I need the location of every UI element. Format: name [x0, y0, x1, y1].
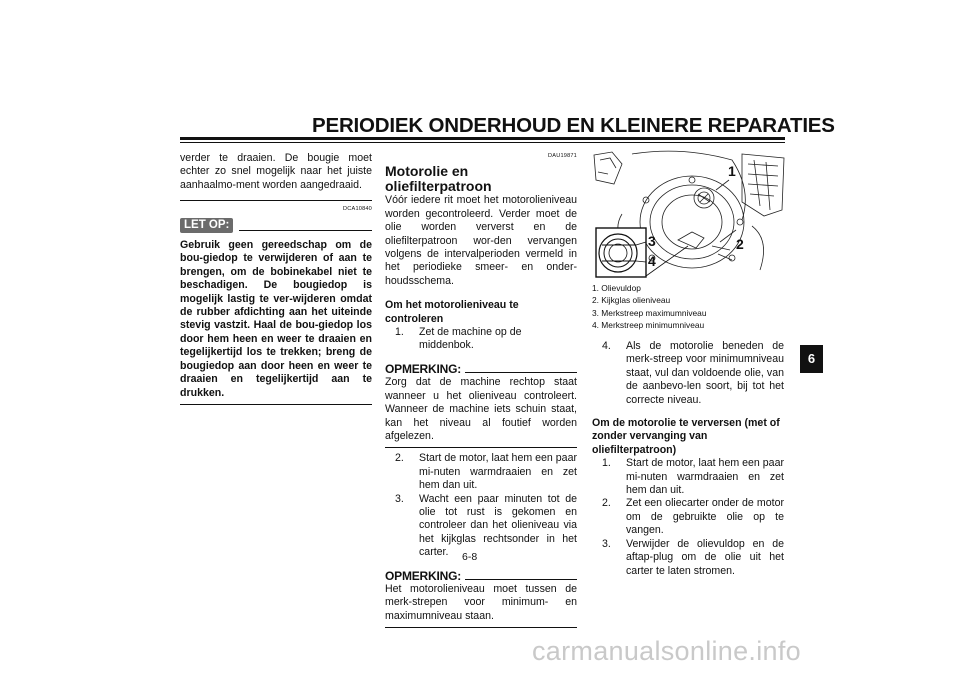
caution-code: DCA10840	[343, 206, 372, 213]
left-column	[180, 152, 372, 405]
step-number: 1.	[395, 326, 404, 339]
figure-legend	[592, 282, 788, 332]
step-text: Wacht een paar minuten tot de olie tot rust is gekomen en controleer dan het olieniveau via het kijkglas rechtsonder in het carter.	[419, 492, 577, 559]
legend-item: 1. Olievuldop	[592, 283, 641, 293]
caution-header	[180, 218, 372, 233]
caution-bottom-rule	[180, 404, 372, 405]
change-step-1	[592, 457, 784, 497]
legend-item: 2. Kijkglas olieniveau	[592, 295, 671, 306]
note-1-text: Zorg dat de machine rechtop staat wanneer u het olieniveau controleert. Wanneer de machine iets schuin staat, kan het niveau al foutief worden afgelezen.	[385, 376, 577, 442]
change-step-2	[592, 497, 784, 537]
callout-3: 3	[648, 233, 656, 249]
section-code: DAU19871	[548, 153, 577, 159]
callout-4: 4	[648, 253, 656, 269]
callout-2: 2	[736, 236, 744, 252]
engine-illustration	[592, 150, 788, 280]
caution-label-rule	[239, 230, 372, 231]
step-text: Start de motor, laat hem een paar mi-nuten warmdraaien en zet hem dan uit.	[419, 452, 577, 492]
step-text: Zet de machine op de middenbok.	[419, 326, 522, 352]
step-text: Start de motor, laat hem een paar mi-nuten warmdraaien en zet hem dan uit.	[626, 457, 784, 497]
title-rule-thin	[180, 142, 785, 143]
caution-text: Gebruik geen gereedschap om de bou-giedop te verwijderen of aan te brengen, om de bobinekabel niet te beschadigen. De bougiedop is mogelijk lastig te ver-wijderen omdat de rubber afdichting aan het uiteinde stevig vastzit. Haal de bou-giedop los door hem heen en weer te draaien en tegelijkertijd los te trekken; breng de bougiedop aan door heen en weer te draaien en tegelijkertijd aan te drukken.	[180, 239, 372, 399]
caution-top-rule	[180, 200, 372, 201]
sight-glass-inset	[596, 228, 688, 277]
page-number: 6-8	[462, 551, 478, 563]
step-number: 3.	[395, 492, 404, 505]
step-number: 1.	[602, 457, 611, 470]
engine-oil-figure	[592, 150, 788, 280]
step-number: 4.	[602, 340, 611, 352]
section-intro: Vóór iedere rit moet het motorolieniveau worden gecontroleerd. Verder moet de olie worden ververst en de oliefilterpatroon wor-den vervangen volgens de intervalperioden vermeld in het periodieke smeer- en onder-houdsschema.	[385, 194, 577, 287]
section-tab: 6	[800, 345, 823, 373]
note-2-text: Het motorolieniveau moet tussen de merk-strepen voor minimum- en maximumniveau staan.	[385, 582, 577, 622]
change-step-3	[592, 538, 784, 578]
callout-1: 1	[728, 163, 736, 179]
check-subheading: Om het motorolieniveau te controleren	[385, 299, 519, 325]
step-text: Zet een oliecarter onder de motor om de gebruikte olie op te vangen.	[626, 497, 784, 537]
step-number: 2.	[602, 497, 611, 510]
note-2-label-rule	[465, 579, 577, 580]
note-1-bottom-rule	[385, 447, 577, 448]
section-heading: Motorolie en oliefilterpatroon	[385, 163, 492, 195]
step-text: Als de motorolie beneden de merk-streep voor minimumniveau staat, vul dan voldoende olie, van de aanbevo-len soort, bij tot het correcte niveau.	[626, 340, 784, 406]
note-2-header	[385, 570, 577, 583]
note-1-label: OPMERKING:	[385, 361, 462, 376]
page-title: PERIODIEK ONDERHOUD EN KLEINERE REPARATIES	[312, 114, 835, 137]
check-step-4	[592, 340, 784, 407]
check-step-3	[385, 493, 577, 560]
right-column	[592, 340, 784, 578]
step-number: 2.	[395, 452, 404, 465]
change-subheading: Om de motorolie te verversen (met of zonder vervanging van oliefilterpatroon)	[592, 417, 780, 456]
middle-column	[385, 150, 577, 628]
note-2-label: OPMERKING:	[385, 568, 462, 583]
step-text: Verwijder de olievuldop en de aftap-plug om de olie uit het carter te laten stromen.	[626, 537, 784, 577]
note-1-label-rule	[465, 372, 577, 373]
legend-item: 3. Merkstreep maximumniveau	[592, 307, 707, 318]
check-step-2	[385, 452, 577, 492]
title-rule	[180, 137, 785, 140]
caution-badge: LET OP:	[180, 218, 233, 233]
note-2-bottom-rule	[385, 627, 577, 628]
note-1-header	[385, 363, 577, 376]
check-step-1	[385, 326, 577, 353]
left-intro-text: verder te draaien. De bougie moet echter zo snel mogelijk naar het juiste aanhaalmo-ment worden aangedraaid.	[180, 152, 372, 191]
step-number: 3.	[602, 537, 611, 550]
watermark: carmanualsonline.info	[532, 636, 801, 666]
legend-item: 4. Merkstreep minimumniveau	[592, 320, 705, 331]
